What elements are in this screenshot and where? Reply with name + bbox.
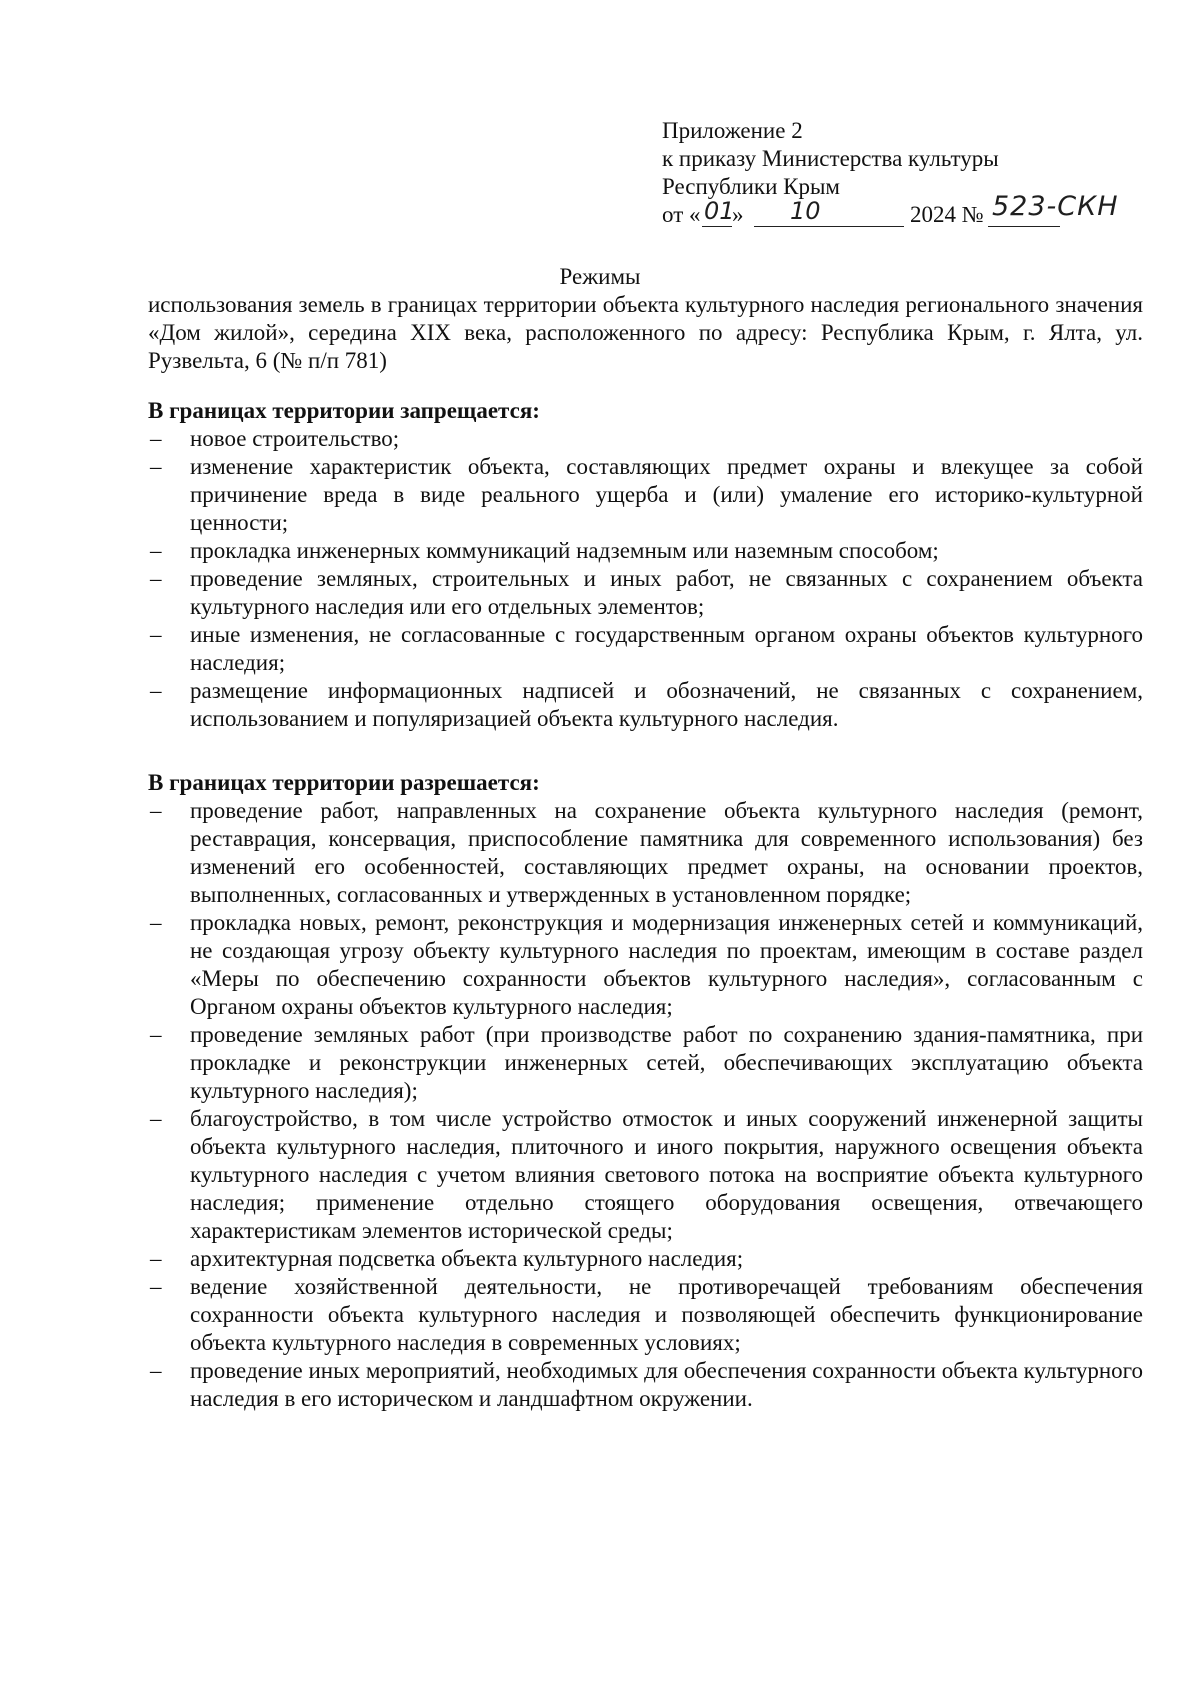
list-item: – архитектурная подсветка объекта культурного наследия;	[150, 1246, 744, 1271]
list-item: – изменение характеристик объекта, составляющих предмет охраны и влекущее за собой причинение вреда в виде реального ущерба и (или) умаление его историко-культурной ценности;	[150, 454, 1143, 535]
month-underline	[754, 226, 904, 227]
date-quote-close: »	[732, 202, 744, 227]
date-year: 2024 №	[910, 202, 984, 227]
document-subtitle: использования земель в границах территории объекта культурного наследия регионального значения «Дом жилой», середина XIX века, расположенного по адресу: Республика Крым, г. Ялта, ул. Рузвельта, 6 (№ п/п 781)	[148, 292, 1143, 373]
handwritten-month: 10	[790, 197, 821, 225]
prohibited-heading: В границах территории запрещается:	[148, 398, 540, 423]
dash-bullet: –	[150, 1358, 162, 1383]
dash-bullet: –	[150, 566, 162, 591]
list-item: – новое строительство;	[150, 426, 400, 451]
dash-bullet: –	[150, 426, 162, 451]
list-item: – размещение информационных надписей и обозначений, не связанных с сохранением, использованием и популяризацией объекта культурного наследия.	[150, 678, 1143, 731]
appendix-header	[662, 117, 1142, 231]
dash-bullet: –	[150, 1246, 162, 1271]
handwritten-day: 01	[704, 197, 735, 225]
list-item: – благоустройство, в том числе устройство отмосток и иных сооружений инженерной защиты объекта культурного наследия, плиточного и иного покрытия, наружного освещения объекта культурного наследия с учетом влияния светового потока на восприятие объекта культурного наследия; применение отдельно стоящего оборудования освещения, отвечающего характеристикам элементов исторической среды;	[150, 1106, 1143, 1243]
number-underline	[988, 226, 1060, 227]
dash-bullet: –	[150, 678, 162, 703]
dash-bullet: –	[150, 798, 162, 823]
list-item: – прокладка новых, ремонт, реконструкция и модернизация инженерных сетей и коммуникаций, не создающая угрозу объекту культурного наследия по проектам, имеющим в составе раздел «Меры по обеспечению сохранности объектов культурного наследия», согласованным с Органом охраны объектов культурного наследия;	[150, 910, 1143, 1019]
handwritten-order-number: 523-СКН	[992, 191, 1119, 222]
list-item: – проведение земляных, строительных и иных работ, не связанных с сохранением объекта культурного наследия или его отдельных элементов;	[150, 566, 1143, 619]
dash-bullet: –	[150, 454, 162, 479]
date-prefix: от «	[662, 202, 701, 227]
list-item: – ведение хозяйственной деятельности, не противоречащей требованиям обеспечения сохранности объекта культурного наследия и позволяющей обеспечить функционирование объекта культурного наследия в современных условиях;	[150, 1274, 1143, 1355]
allowed-list	[148, 797, 1143, 1413]
order-authority: Республики Крым	[662, 174, 840, 199]
document-title: Режимы	[559, 264, 641, 289]
list-item: – иные изменения, не согласованные с государственным органом охраны объектов культурного наследия;	[150, 622, 1143, 675]
day-underline	[702, 226, 732, 227]
list-item: – проведение земляных работ (при производстве работ по сохранению здания-памятника, при прокладке и реконструкции инженерных сетей, обеспечивающих эксплуатацию объекта культурного наследия);	[150, 1022, 1143, 1103]
prohibited-list	[148, 425, 1143, 733]
dash-bullet: –	[150, 1022, 162, 1047]
dash-bullet: –	[150, 1106, 162, 1131]
order-reference: к приказу Министерства культуры	[662, 146, 999, 171]
allowed-heading: В границах территории разрешается:	[148, 770, 540, 795]
list-item: – проведение работ, направленных на сохранение объекта культурного наследия (ремонт, реставрация, консервация, приспособление памятника для современного использования) без изменений его особенностей, составляющих предмет охраны, на основании проектов, выполненных, согласованных и утвержденных в установленном порядке;	[150, 798, 1143, 907]
dash-bullet: –	[150, 1274, 162, 1299]
list-item: – проведение иных мероприятий, необходимых для обеспечения сохранности объекта культурного наследия в его историческом и ландшафтном окружении.	[150, 1358, 1143, 1411]
dash-bullet: –	[150, 910, 162, 935]
dash-bullet: –	[150, 538, 162, 563]
dash-bullet: –	[150, 622, 162, 647]
appendix-number: Приложение 2	[662, 118, 803, 143]
list-item: – прокладка инженерных коммуникаций надземным или наземным способом;	[150, 538, 939, 563]
order-date-line	[662, 191, 1142, 231]
